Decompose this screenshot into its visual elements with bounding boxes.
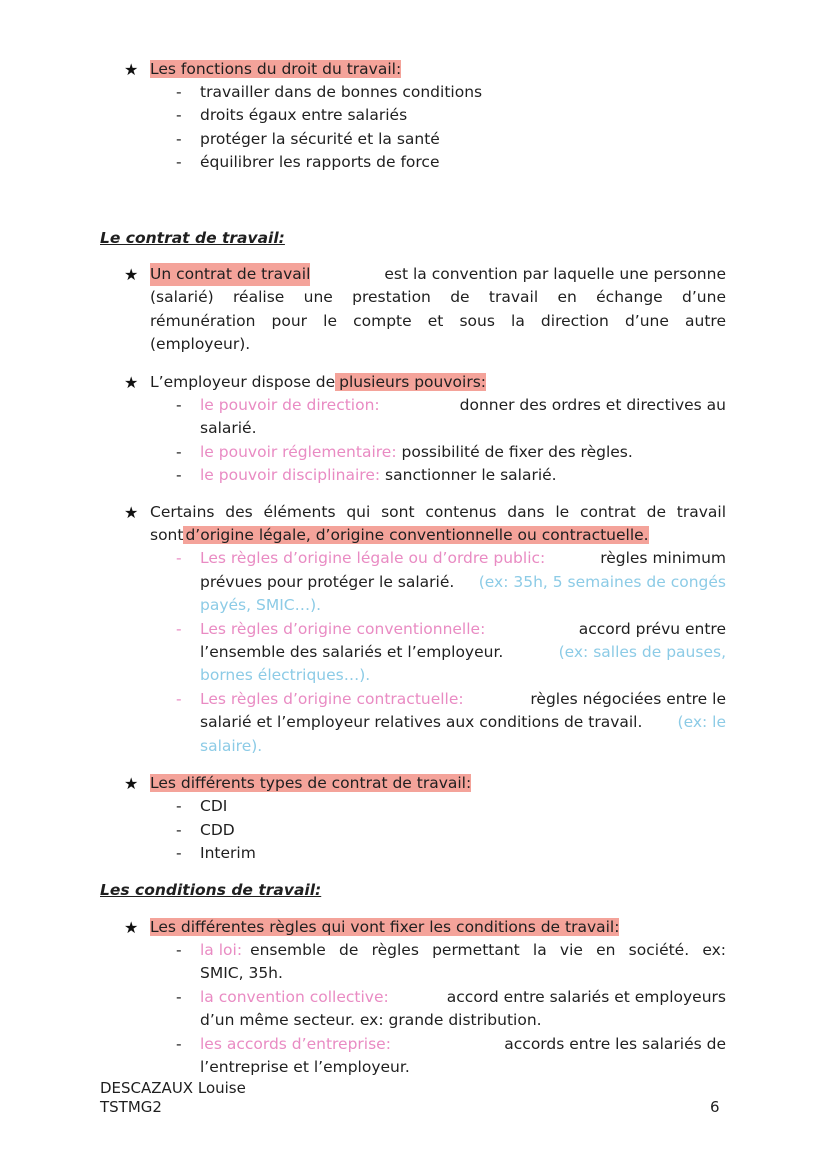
section-heading-contrat: Le contrat de travail: — [100, 229, 285, 247]
example-text: (ex: 35h, 5 semaines de congés — [478, 573, 726, 591]
list-item — [200, 547, 726, 570]
dash-icon: - — [176, 821, 182, 839]
highlight-text: Les fonctions du droit du travail: — [150, 60, 402, 78]
term-label: la convention collective: — [200, 988, 389, 1006]
term-label: la loi: — [200, 941, 243, 959]
list-item-cont — [200, 641, 726, 664]
dash-icon: - — [176, 797, 182, 815]
dash-icon: - — [176, 988, 182, 1006]
dash-icon: - — [176, 153, 182, 171]
text-span: l’ensemble des salariés et l’employeur. — [200, 643, 504, 661]
highlight-text: Un contrat de travail — [150, 263, 310, 286]
example-text: bornes électriques…). — [200, 666, 371, 684]
text-span: accord prévu entre — [578, 620, 726, 638]
highlight-text: plusieurs pouvoirs: — [335, 373, 486, 391]
term-label: le pouvoir disciplinaire: — [200, 466, 381, 484]
paragraph-line: Certains des éléments qui sont contenus dans le contrat de travail — [150, 503, 726, 521]
text-span: règles négociées entre le — [530, 690, 726, 708]
text-span: prévues pour protéger le salarié. — [200, 573, 455, 591]
dash-icon: - — [176, 1035, 182, 1053]
paragraph-line: rémunération pour le compte et sous la direction d’une autre — [150, 312, 726, 330]
highlight-text: Les différents types de contrat de travail: — [150, 774, 472, 792]
list-item-cont — [200, 711, 726, 734]
list-item-cont: d’un même secteur. ex: grande distribution. — [200, 1011, 542, 1029]
list-item: travailler dans de bonnes conditions — [200, 83, 483, 101]
list-item — [200, 986, 726, 1009]
list-item — [200, 464, 557, 487]
list-item — [200, 441, 633, 464]
footer-class: TSTMG2 — [100, 1098, 162, 1116]
paragraph-line — [150, 916, 619, 939]
list-item: équilibrer les rapports de force — [200, 153, 440, 171]
paragraph-line: (salarié) réalise une prestation de travail en échange d’une — [150, 288, 726, 306]
paragraph-line: (employeur). — [150, 335, 251, 353]
text-span: règles minimum — [600, 549, 726, 567]
text-span: sanctionner le salarié. — [385, 466, 557, 484]
list-item — [200, 394, 726, 417]
highlight-text: Les différentes règles qui vont fixer les conditions de travail: — [150, 918, 620, 936]
term-label: le pouvoir réglementaire: — [200, 443, 397, 461]
paragraph-line — [150, 263, 726, 286]
dash-icon: - — [176, 690, 182, 708]
star-bullet-icon: ★ — [124, 774, 139, 793]
section-heading-conditions: Les conditions de travail: — [100, 881, 322, 899]
star-bullet-icon: ★ — [124, 60, 139, 79]
highlight-text: d’origine légale, d’origine conventionnelle ou contractuelle. — [185, 526, 649, 544]
page-number: 6 — [710, 1098, 720, 1116]
example-text: payés, SMIC…). — [200, 596, 322, 614]
term-label: Les règles d’origine contractuelle: — [200, 690, 464, 708]
list-item: CDI — [200, 797, 228, 815]
dash-icon: - — [176, 941, 182, 959]
term-label: Les règles d’origine conventionnelle: — [200, 620, 486, 638]
list-item-cont: SMIC, 35h. — [200, 964, 283, 982]
paragraph-line — [150, 371, 486, 394]
star-bullet-icon: ★ — [124, 503, 139, 522]
text-span: possibilité de fixer des règles. — [401, 443, 633, 461]
text-span: est la convention par laquelle une personne — [384, 265, 726, 283]
list-item: Interim — [200, 844, 256, 862]
list-item-cont: salarié. — [200, 419, 257, 437]
bullet-functions — [150, 58, 401, 81]
list-item-cont: l’entreprise et l’employeur. — [200, 1058, 410, 1076]
text-span: ensemble de règles permettant la vie en société. ex: — [250, 941, 726, 959]
star-bullet-icon: ★ — [124, 373, 139, 392]
text-span: salarié et l’employeur relatives aux conditions de travail. — [200, 713, 643, 731]
text-span: accord entre salariés et employeurs — [446, 988, 726, 1006]
star-bullet-icon: ★ — [124, 918, 139, 937]
dash-icon: - — [176, 106, 182, 124]
dash-icon: - — [176, 443, 182, 461]
dash-icon: - — [176, 549, 182, 567]
text-span: L’employeur dispose de — [150, 373, 336, 391]
dash-icon: - — [176, 620, 182, 638]
dash-icon: - — [176, 844, 182, 862]
text-span: sont — [150, 526, 184, 544]
dash-icon: - — [176, 466, 182, 484]
text-span: donner des ordres et directives au — [459, 396, 726, 414]
list-item: CDD — [200, 821, 235, 839]
list-item: protéger la sécurité et la santé — [200, 130, 440, 148]
list-item — [200, 688, 726, 711]
footer-author: DESCAZAUX Louise — [100, 1079, 246, 1097]
star-bullet-icon: ★ — [124, 265, 139, 284]
term-label: Les règles d’origine légale ou d’ordre public: — [200, 549, 546, 567]
dash-icon: - — [176, 83, 182, 101]
list-item — [200, 939, 726, 962]
example-text: (ex: le — [677, 713, 726, 731]
paragraph-line — [150, 524, 649, 547]
paragraph-line — [150, 772, 471, 795]
example-text: (ex: salles de pauses, — [558, 643, 726, 661]
dash-icon: - — [176, 396, 182, 414]
list-item — [200, 1033, 726, 1056]
dash-icon: - — [176, 130, 182, 148]
list-item-cont — [200, 571, 726, 594]
term-label: le pouvoir de direction: — [200, 396, 380, 414]
list-item: droits égaux entre salariés — [200, 106, 408, 124]
example-text: salaire). — [200, 737, 263, 755]
term-label: les accords d’entreprise: — [200, 1035, 391, 1053]
list-item — [200, 618, 726, 641]
text-span: accords entre les salariés de — [504, 1035, 726, 1053]
